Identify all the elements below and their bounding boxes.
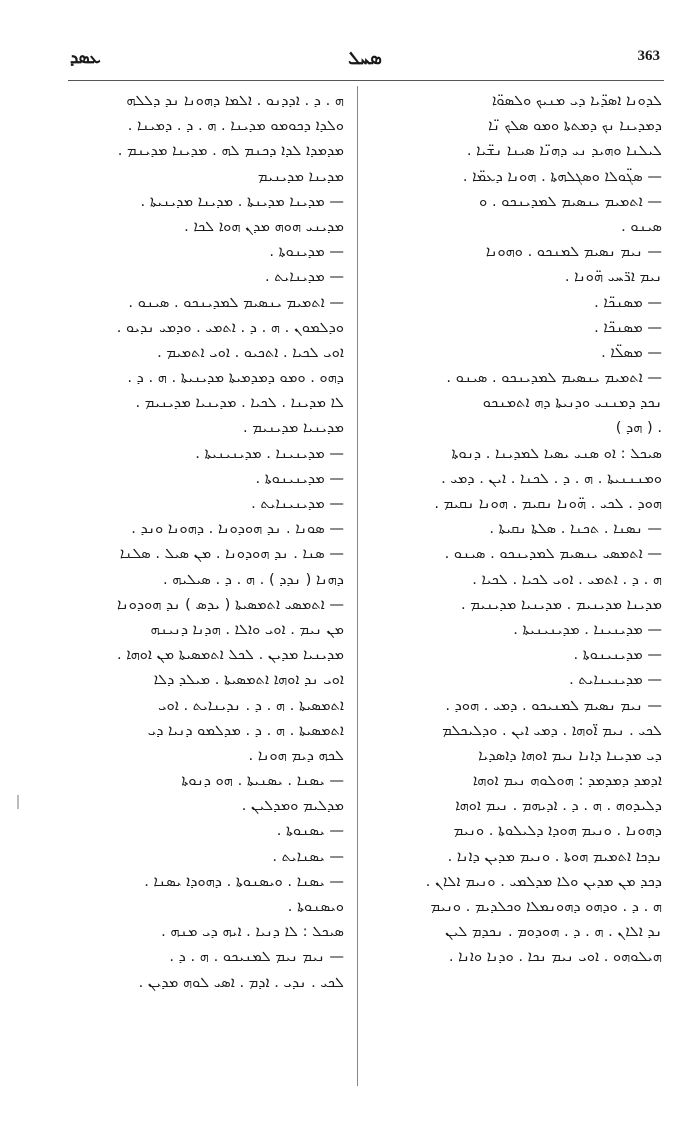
left-column-line: ܐܘܝ ܢܕ ܐܘܗܐ ܐܬܡܣܝܬܐ . ܡܝܠܕ ܕܠܐ <box>153 671 344 689</box>
left-column-line: — ܝܣܢܐ . ܘܝܣܢܘܬܐ . ܕܗܘܕܐ ܝܣܢܐ . <box>144 872 344 890</box>
left-column-line: ܕܗܢܐ ( ܢܕܕ ) . ܗ . ܕ . ܣܝܠܝܗ . <box>163 570 344 588</box>
right-column-line: ܢܝܡ ܐܪ̈ܚܝ ܗ̈ܘܢܐ . <box>564 268 662 286</box>
left-column-line: ܠܟܗ ܕܝܡ ܗܘܢܐ . <box>248 746 344 764</box>
running-head-left: ܥܣܕ <box>70 48 101 68</box>
right-column-line: — ܐܬܡܝܡ ܝܢܣܝܡ ܠܡܕܝܢܟܘ . ܘ <box>479 192 662 210</box>
right-column-line: — ܡܕܝܢܝܢܐܝܬ . <box>569 671 662 689</box>
right-column <box>384 88 662 970</box>
right-column-line: ܗ . ܕ . ܐܬܡܝ . ܐܘܝ ܠܟܝܐ . ܠܟܝܐ . <box>472 570 662 588</box>
right-column-line: — ܡܣܢܟ̈ܐ . <box>594 318 662 336</box>
right-column-line: ܗܝܠܘܗܘ . ܐܘܝ ܢܝܡ ܢܟܐ . ܘܕܢܐ ܘܐܢܐ . <box>448 948 662 966</box>
left-column <box>66 88 344 995</box>
left-column-line: ܡܕܡܕܐ ܠܕܐ ܕܟܢܡ ܠܗ . ܡܕܝܢܐ ܡܕܝܢܡ . <box>117 142 344 160</box>
column-divider <box>357 86 358 1086</box>
right-column-line: ܗ . ܕ . ܘܕܗܘ ܕܗܘܢܡܠܐ ܘܟܠܕܝܡ . ܘܢܝܡ <box>430 898 662 915</box>
left-column-line: — ܝܣܢܐ . ܝܣܢܝܬܐ . ܗܘ ܕܢܘܬܐ <box>181 772 344 790</box>
right-column-line: ܕܟܕ ܡܢ ܡܕܝܢ ܘܠܐ ܡܕܠܡܝ . ܘܢܝܡ ܐܠܐܢ . <box>425 872 662 890</box>
right-column-line: — ܢܝܡ ܢܣܝܡ ܠܡܢܟܘ . ܘܗܘܢܐ <box>485 243 662 261</box>
right-column-line: ܕܗܘܢܐ . ܘܢܝܡ ܗܘܕܐ ܕܠܝܠܘܬܐ . ܘܢܝܡ <box>453 822 662 840</box>
right-column-line: — ܐܬܡܝܡ ܝܢܣܝܡ ܠܡܕܝܢܟܘ . ܣܝܢܘ . <box>446 369 662 387</box>
left-column-line: ܡܕܝܢܐ ܡܕܝܢܝܡ <box>257 167 344 185</box>
right-column-line: — ܡܣܢܟ̈ܐ . <box>594 293 662 311</box>
left-column-line: — ܡܕܝܢܐ ܡܕܝܢܬܐ . ܡܕܝܢܐ ܡܕܝܢܝܬܐ . <box>140 192 344 210</box>
left-column-line: ܡܕܝܢܝܐ ܡܕܝܢܝܡ . <box>243 419 344 437</box>
left-column-line: ܘܝܣܢܘܬܐ . <box>287 898 344 915</box>
right-column-line: ܡܕܝܢܐ ܡܕܝܢܝܡ . ܡܕܝܢܝܐ ܡܕܝܢܝܡ . <box>461 595 662 613</box>
right-column-line: ܕܠܝܕܘܗ . ܗ . ܕ . ܐܕܝܗܡ . ܢܝܡ ܐܘܗܐ <box>455 797 662 815</box>
right-column-line: ܠܟܝ . ܢܝܡ ܐ̈ܘܗܐ . ܕܡܝ ܐܝܢ . ܘܕܠܝܟܠܡ <box>442 721 662 739</box>
left-column-line: ܗ . ܕ . ܐܕܕܢܘ . ܐܠܡܐ ܕܗܘܢܐ ܢܕ ܕܠܠܗ <box>126 92 344 109</box>
left-column-line: — ܡܕܝܢܝܢܐ . ܡܕܝܢܝܢܝܬܐ . <box>195 444 344 462</box>
right-column-line: — ܢܝܡ ܢܣܝܡ ܠܡܢܝܟܘ . ܕܡܝ . ܗܘܕ . <box>445 696 662 714</box>
header-rule <box>68 80 664 81</box>
right-column-line: ܘܡܢܢܢܝܬܐ . ܗ . ܕ . ܠܟܢܐ . ܐܝܢ . ܕܡܝ . <box>441 469 662 487</box>
right-column-line: — ܡܕܝܢܝܢܘܬܐ . <box>573 646 662 664</box>
right-column-line: ܣܝܟܠ : ܐܘ ܣܢܝ ܝܣܝܐ ܠܡܕܝܢܐ . ܕܢܘܬܐ <box>451 444 662 462</box>
page-number: 363 <box>637 48 660 64</box>
left-column-line: ܘܕܠܡܘܢ . ܗ . ܕ . ܐܬܡܝ . ܘܕܡܝ ܢܕܝܘ . <box>116 318 344 336</box>
left-column-line: ܣܝܟܠ : ܠܐ ܕܢܝܐ . ܐܝܗ ܕܝ ܡܢܗ . <box>161 923 344 941</box>
left-column-line: ܡܢ ܢܝܡ . ܐܘܝ ܘܐܠܐ . ܗܕܢܐ ܕܢܝܢܗ <box>150 620 344 638</box>
left-column-line: — ܝܣܢܐܝܬ . <box>272 847 344 865</box>
right-column-line: — ܡܣܠ̈ܐ . <box>601 343 662 361</box>
right-column-line: ܢܟܕ ܕܡܢܢܝ ܘܕܢܝܬܐ ܕܗ ܐܬܡܢܟܘ <box>482 394 662 412</box>
left-column-line: ܠܟܝ . ܢܕܝ . ܐܕܡ . ܐܣܝ ܠܘܗ ܡܕܝܢ . <box>138 973 344 991</box>
left-column-line: ܡܕܝܢܝ ܗܘܗ ܡܕܢ ܗܘܐ ܠܟܐ . <box>184 217 344 235</box>
left-column-line: — ܐܬܡܣܝ ܐܬܡܣܝܬܐ ( ܝܕܣ ) ܢܕ ܗܘܕܘܢܐ <box>117 595 344 613</box>
right-column-line: ܠܕܘܢܐ ܐܣܕ̈ܝܐ ܕܝ ܡܢܝܟ ܘܠܣܘ̈ܐ <box>491 92 662 109</box>
right-column-line: ܣܝܢܘ . <box>621 217 662 235</box>
left-column-line: ܐܘܝ ܠܟܝܐ . ܐܬܟܝܘ . ܐܘܝ ܐܬܡܝܡ . <box>157 343 344 361</box>
left-column-line: ܕܗܘ . ܘܡܘ ܕܡܕܡܝܬܐ ܡܕܝܢܝܬܐ . ܗ . ܕ . <box>127 369 344 387</box>
left-column-line: ܐܬܡܣܝܬܐ . ܗ . ܕ . ܡܕܠܡܘ ܕܢܝܐ ܕܝ <box>147 721 344 739</box>
right-column-line: ܢܕܟܐ ܐܬܡܝܡ ܗܘܬܐ . ܘܢܝܡ ܡܕܝܢ ܕܐܢܐ . <box>447 847 662 865</box>
left-column-line: ܠܐ ܡܕܝܢܐ . ܠܟܝܐ . ܡܕܝܢܝܐ ܡܕܝܢܝܡ . <box>135 394 344 412</box>
running-head <box>70 48 660 78</box>
right-column-line: ܕܡܕܝܢܐ ܢܟ ܕܡܬܬܐ ܘܡܘ ܣܠܟ ܢ̈ܐ <box>488 117 662 135</box>
left-column-line: — ܡܕܝܢܝܢܐܝܬ . <box>251 495 344 512</box>
right-column-line: ܠܝܠܢܐ ܘܗܝܕ ܢܝ ܕܗܢ̈ܐ ܣܝܢܐ ܢܫ̈ܝܐ . <box>466 142 662 160</box>
left-column-line: ܘܠܕܐ ܕܟܘܡܘ ܡܕܝܢܐ . ܗ . ܕ . ܕܡܝܢܐ . <box>127 117 344 135</box>
left-column-line: — ܡܕܝܢܘܬܐ . <box>269 243 344 261</box>
left-column-line: — ܡܕܝܢܝܢܘܬܐ . <box>255 469 344 487</box>
left-column-line: — ܢܝܡ ܢܝܡ ܠܡܢܝܟܘ . ܗ . ܕ . <box>169 948 344 966</box>
right-column-line: ܕܝ ܡܕܝܢܐ ܕܐܢܐ ܢܝܡ ܐܘܗܐ ܕܐܣܕܝܐ <box>478 746 662 764</box>
left-column-line: — ܡܕܝܢܐܝܬ . <box>264 268 344 286</box>
right-column-line: ܗܘܕ . ܠܟܝ . ܗ̈ܘܢܐ ܢܩܝܡ . ܗܘܢܐ ܢܩܝܡ . <box>434 495 662 512</box>
right-column-line: ܢܕ ܐܠܐܢ . ܗ . ܕ . ܗܘܕܘܡ . ܢܟܕܡ ܠܝܢ <box>445 923 662 941</box>
left-column-line: — ܣܘܢܐ . ܢܕ ܗܘܕܘܢܐ . ܕܗܘܢܐ ܘܢܕ . <box>131 520 344 538</box>
margin-mark <box>17 795 19 809</box>
right-column-line: — ܣܓ̈ܘܠܐ ܘܣܓܠܗܬܐ . ܗܘܢܐ ܕܥܡ̈ܐ . <box>462 167 662 185</box>
left-column-line: ܡܕܠܝܡ ܘܡܕܠܝܢ . <box>241 797 344 815</box>
left-column-line: — ܐܬܡܝܡ ܝܢܣܝܡ ܠܡܕܝܢܟܘ . ܣܝܢܘ . <box>128 293 344 311</box>
right-column-line: — ܡܕܝܢܝܢܐ . ܡܕܝܢܝܢܝܬܐ . <box>513 620 662 638</box>
right-column-line: — ܐܬܡܣܝ ܝܢܣܝܡ ܠܡܕܝܢܟܘ . ܣܝܢܘ . <box>444 545 662 563</box>
left-column-line: ܐܬܡܣܝܬܐ . ܗ . ܕ . ܢܕܝܢܐܝܬ . ܐܘܝ <box>158 696 344 714</box>
right-column-line: ܐܕܡܕ ܕܡܕܡܕ : ܗܘܠܘܗ ܢܝܡ ܐܘܗܐ <box>472 772 662 790</box>
left-column-line: ܡܕܝܢܝܐ ܡܕܝܢ . ܠܟܠ ܐܬܡܣܝܬܐ ܡܢ ܐܘܗܐ . <box>116 646 344 664</box>
right-column-line: . ( ܗܕ ) <box>615 419 662 437</box>
left-column-line: — ܣܢܐ . ܢܕ ܗܘܕܘܢܐ . ܡܢ ܣܝܠ . ܣܠܢܐ <box>119 545 344 563</box>
running-head-center: ܣܚܠ <box>348 48 382 69</box>
left-column-line: — ܝܣܢܘܬܐ . <box>276 822 344 840</box>
right-column-line: — ܢܣܢܐ . ܬܟܢܐ . ܣܠܬܐ ܢܩܝܬܐ . <box>489 520 662 538</box>
